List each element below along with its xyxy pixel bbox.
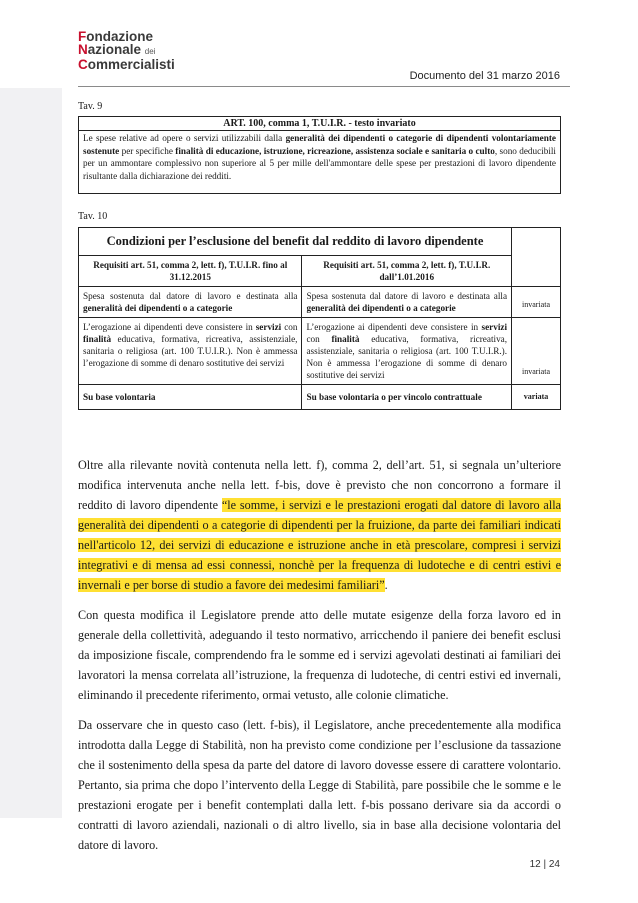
document-date: Documento del 31 marzo 2016 (409, 70, 560, 82)
row2-status: invariata (512, 318, 561, 385)
row3-col1: Su base volontaria (79, 385, 302, 410)
tav9-title: ART. 100, comma 1, T.U.I.R. - testo invariato (79, 117, 561, 131)
tav10-col1-header: Requisiti art. 51, comma 2, lett. f), T.U.I.R. fino al 31.12.2015 (79, 256, 302, 287)
page-number: 12 | 24 (529, 859, 560, 870)
page-margin-strip (0, 88, 62, 818)
logo-dei: dei (144, 47, 156, 56)
foundation-logo: Fondazione Nazionale dei Commercialisti (78, 29, 175, 72)
body-text (78, 455, 561, 865)
table-row (79, 385, 561, 410)
table-row (79, 287, 561, 318)
tav10-title: Condizioni per l’esclusione del benefit dal reddito di lavoro dipendente (79, 228, 512, 256)
paragraph-2: Con questa modifica il Legislatore prende atto delle mutate esigenze della forza lavoro ed in generale della collettività, adeguando il testo normativo, arricchendo il paniere dei benefit esclusi da imposizione fiscale, comprendendo fra le somme ed i servizi agevolati destinati ai familiari dei lavoratori la mensa correlata all’istruzione, la frequenza di ludoteche, di centri estivi ed invernali, eliminando il precedente riferimento, ormai vetusto, alle colonie climatiche. (78, 608, 561, 702)
header-rule (78, 86, 570, 87)
paragraph-1: Oltre alla rilevante novità contenuta nella lett. f), comma 2, dell’art. 51, si segnala un’ulteriore modifica intervenuta anche nella lett. f-bis, dove è previsto che non concorrono a formare il reddito di lavoro dipendente “le somme, i servizi e le prestazioni erogati dal datore di lavoro alla generalità dei dipendenti o a categorie di dipendenti per la fruizione, da parte dei familiari indicati nell'articolo 12, dei servizi di educazione e istruzione anche in età prescolare, compresi i servizi integrativi e di mensa ad essi connessi, nonchè per la frequenza di ludoteche e di centri estivi e invernali e per borse di studio a favore dei medesimi familiari”. (78, 458, 561, 592)
logo-line2: azionale (87, 42, 142, 57)
row3-status: variata (512, 385, 561, 410)
table-row (79, 318, 561, 385)
row2-col2: L’erogazione ai dipendenti deve consistere in servizi con finalità educativa, formativa, ricreativa, assistenziale, sanitaria o religiosa (art. 100 T.U.I.R.). Non è ammessa l’erogazione di somme di denaro sostitutive dei servizi (302, 318, 512, 385)
row1-col1: Spesa sostenuta dal datore di lavoro e destinata alla generalità dei dipendenti o a categorie (79, 287, 302, 318)
row1-col2: Spesa sostenuta dal datore di lavoro e destinata alla generalità dei dipendenti o a categorie (302, 287, 512, 318)
tav9-table (78, 116, 561, 194)
paragraph-3: Da osservare che in questo caso (lett. f-bis), il Legislatore, anche precedentemente alla modifica introdotta dalla Legge di Stabilità, non ha previsto come condizione per l’esclusione da tassazione che il sostenimento della spesa da parte del datore di lavoro dovesse essere di carattere volontario. Pertanto, sia prima che dopo l’intervento della Legge di Stabilità, pare possibile che le somme e le prestazioni erogate per i benefit contemplati dalla lett. f-bis possano derivare sia da accordi o contratti di lavoro aziendali, nazionali o di altro livello, sia in base alla decisione volontaria del datore di lavoro. (78, 718, 561, 852)
row2-col1: L’erogazione ai dipendenti deve consistere in servizi con finalità educativa, formativa, ricreativa, assistenziale, sanitaria o religiosa (art. 100 T.U.I.R.). Non è ammessa l’erogazione di somme di denaro sostitutive dei servizi (79, 318, 302, 385)
highlighted-quote: “le somme, i servizi e le prestazioni erogati dal datore di lavoro alla generalità dei dipendenti o a categorie di dipendenti per la fruizione, da parte dei familiari indicati nell'articolo 12, dei servizi di educazione e istruzione anche in età prescolare, compresi i servizi integrativi e di mensa ad essi connessi, nonchè per la frequenza di ludoteche e di centri estivi e invernali e per borse di studio a favore dei medesimi familiari” (78, 498, 561, 592)
tav10-table (78, 227, 561, 410)
logo-line1: ondazione (86, 29, 153, 44)
tav10-col2-header: Requisiti art. 51, comma 2, lett. f), T.U.I.R. dall’1.01.2016 (302, 256, 512, 287)
row3-col2: Su base volontaria o per vincolo contrattuale (302, 385, 512, 410)
row1-status: invariata (512, 287, 561, 318)
page-header (78, 30, 578, 85)
tav10-label: Tav. 10 (78, 211, 108, 222)
tav9-label: Tav. 9 (78, 101, 103, 112)
tav9-text: Le spese relative ad opere o servizi utilizzabili dalla generalità dei dipendenti o categorie di dipendenti volontariamente sostenute per specifiche finalità di educazione, istruzione, ricreazione, assistenza sociale e sanitaria o culto, sono deducibili per un ammontare complessivo non superiore al 5 per mille dell'ammontare delle spese per prestazioni di lavoro dipendente risultante dalla dichiarazione dei redditi. (79, 131, 561, 194)
logo-line3: ommercialisti (87, 57, 175, 72)
